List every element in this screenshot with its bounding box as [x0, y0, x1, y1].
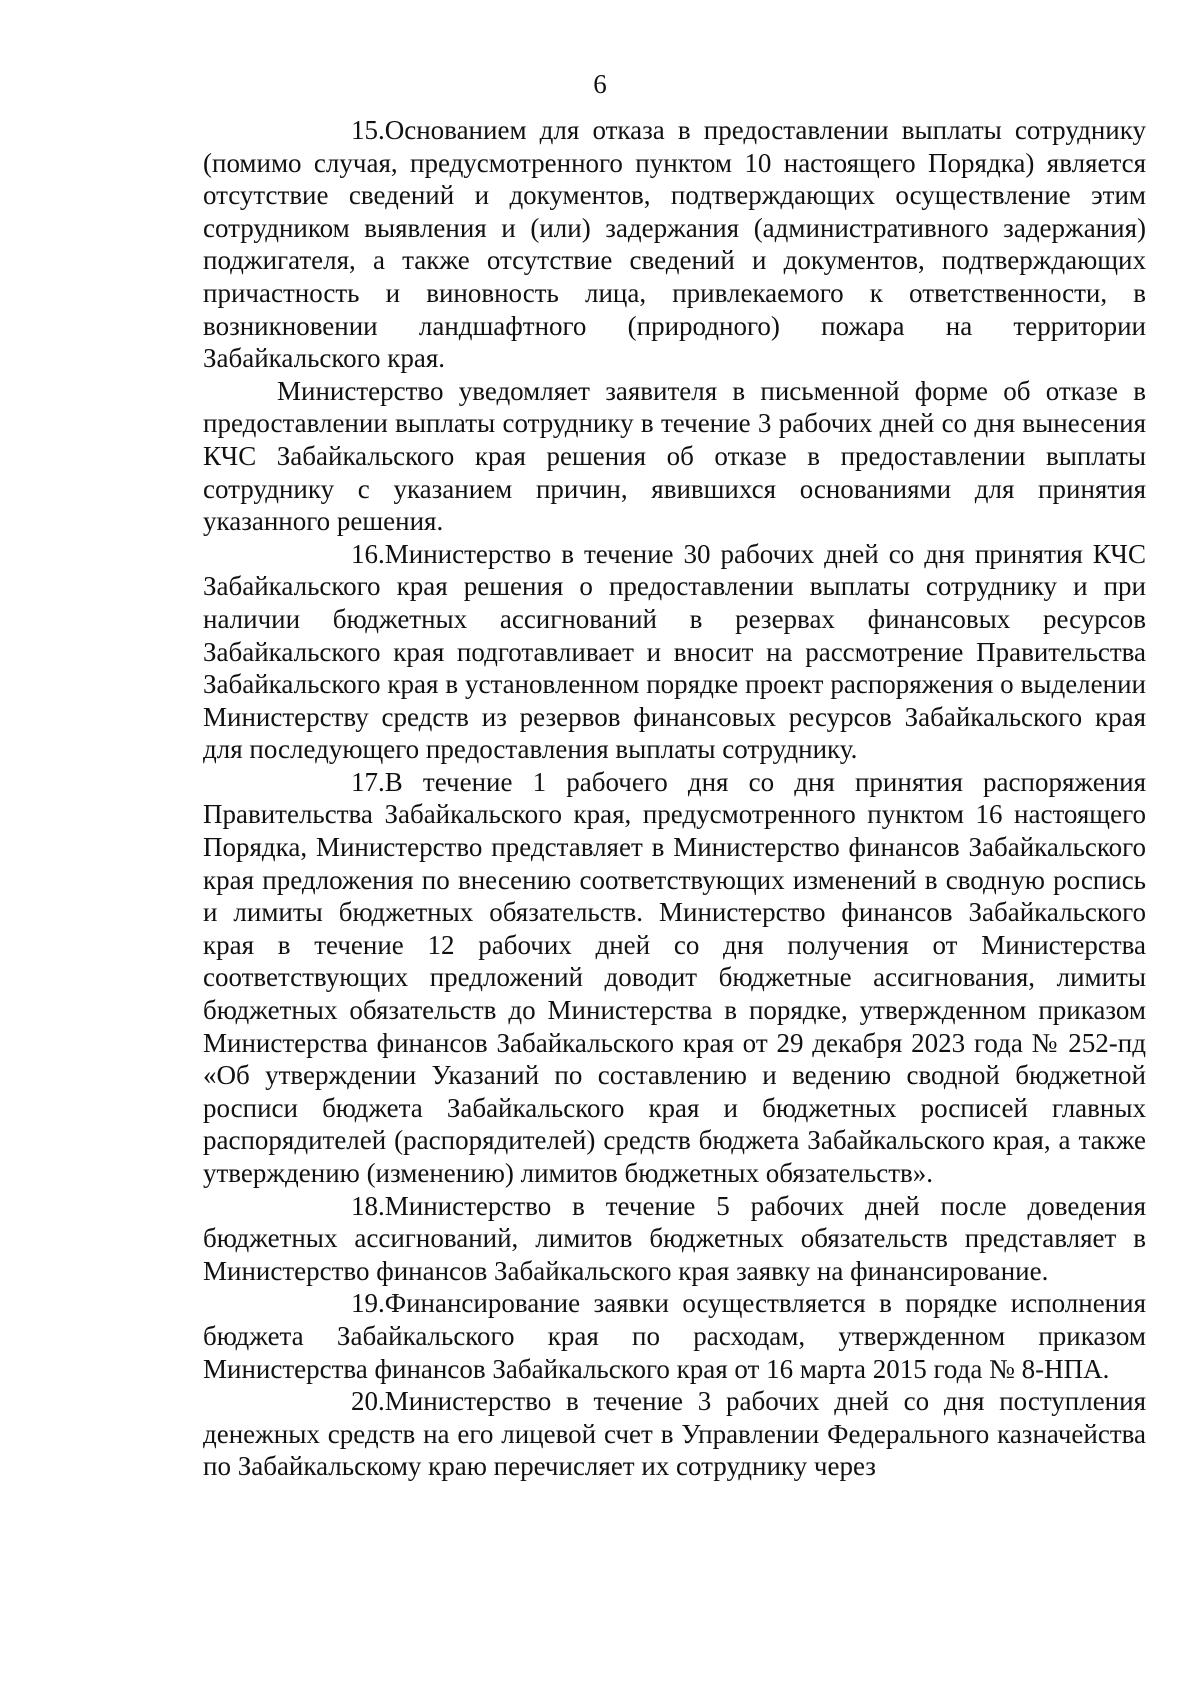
page-number: 6: [593, 69, 607, 99]
item-number: 16.: [351, 538, 385, 569]
item-number: 19.: [351, 1288, 385, 1319]
document-body: [203, 114, 1146, 1483]
paragraph-20: [203, 1385, 1146, 1483]
paragraph-text: Министерство в течение 30 рабочих дней со дня принятия КЧС Забайкальского края решения о предоставлении выплаты сотруднику и при наличии бюджетных ассигнований в резервах финансовых ресурсов Забайкальского края подготавливает и вносит на рассмотрение Правительства Забайкальского края в установленном порядке проект распоряжения о выделении Министерству средств из резервов финансовых ресурсов Забайкальского края для последующего предоставления выплаты сотруднику.: [203, 538, 1146, 765]
paragraph-16: [203, 538, 1146, 766]
item-number: 18.: [351, 1190, 385, 1221]
paragraph-text: Финансирование заявки осуществляется в порядке исполнения бюджета Забайкальского края по расходам, утвержденном приказом Министерства финансов Забайкальского края от 16 марта 2015 года № 8-НПА.: [203, 1288, 1146, 1384]
paragraph-text: Министерство в течение 3 рабочих дней со дня поступления денежных средств на его лицевой счет в Управлении Федерального казначейства по Забайкальскому краю перечисляет их сотруднику через: [203, 1386, 1146, 1482]
item-number: 17.: [351, 766, 385, 797]
paragraph-15: [203, 114, 1146, 375]
paragraph-15-continued: [203, 375, 1146, 538]
paragraph-text: В течение 1 рабочего дня со дня принятия распоряжения Правительства Забайкальского края, предусмотренного пунктом 16 настоящего Порядка, Министерство представляет в Министерство финансов Забайкальского края предложения по внесению соответствующих изменений в сводную роспись и лимиты бюджетных обязательств. Министерство финансов Забайкальского края в течение 12 рабочих дней со дня получения от Министерства соответствующих предложений доводит бюджетные ассигнования, лимиты бюджетных обязательств до Министерства в порядке, утвержденном приказом Министерства финансов Забайкальского края от 29 декабря 2023 года № 252-пд «Об утверждении Указаний по составлению и ведению сводной бюджетной росписи бюджета Забайкальского края и бюджетных росписей главных распорядителей (распорядителей) средств бюджета Забайкальского края, а также утверждению (изменению) лимитов бюджетных обязательств».: [203, 766, 1146, 1188]
paragraph-text: Министерство уведомляет заявителя в письменной форме об отказе в предоставлении выплаты сотруднику в течение 3 рабочих дней со дня вынесения КЧС Забайкальского края решения об отказе в предоставлении выплаты сотруднику с указанием причин, явившихся основаниями для принятия указанного решения.: [203, 375, 1146, 537]
paragraph-19: [203, 1287, 1146, 1385]
paragraph-text: Основанием для отказа в предоставлении выплаты сотруднику (помимо случая, предусмотренного пунктом 10 настоящего Порядка) является отсутствие сведений и документов, подтверждающих осуществление этим сотрудником выявления и (или) задержания (административного задержания) поджигателя, а также отсутствие сведений и документов, подтверждающих причастность и виновность лица, привлекаемого к ответственности, в возникновении ландшафтного (природного) пожара на территории Забайкальского края.: [203, 115, 1146, 374]
paragraph-17: [203, 766, 1146, 1190]
paragraph-18: [203, 1190, 1146, 1288]
paragraph-text: Министерство в течение 5 рабочих дней после доведения бюджетных ассигнований, лимитов бюджетных обязательств представляет в Министерство финансов Забайкальского края заявку на финансирование.: [203, 1190, 1146, 1286]
item-number: 20.: [351, 1386, 385, 1417]
item-number: 15.: [351, 115, 385, 145]
